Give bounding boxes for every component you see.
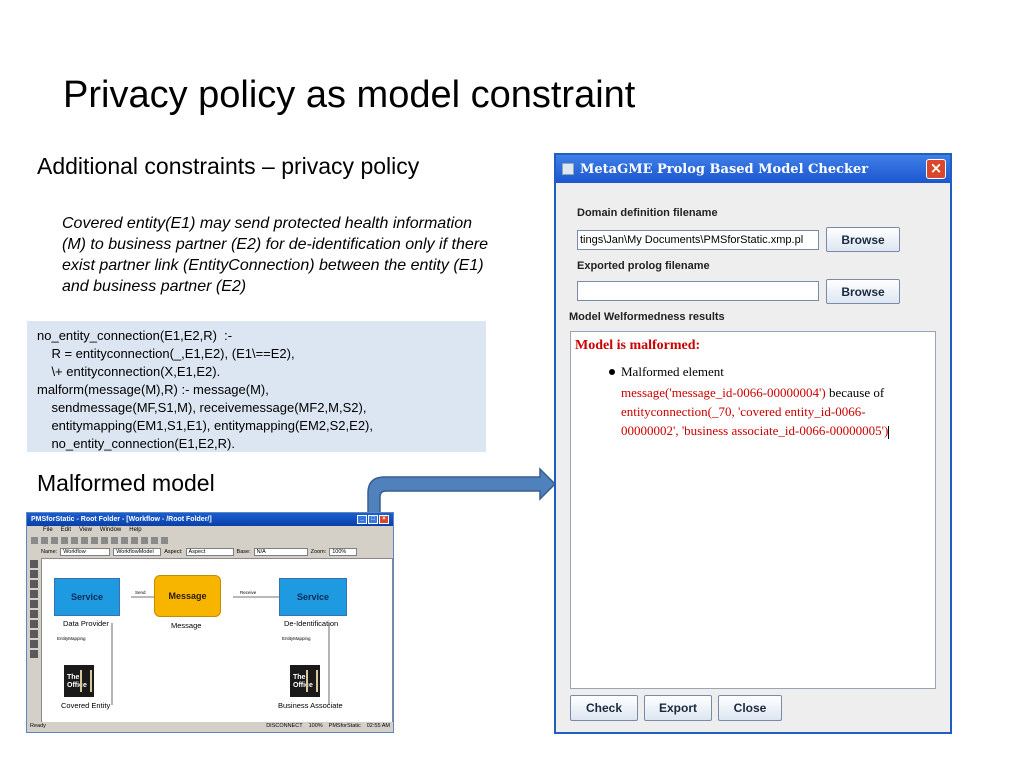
domain-label: Domain definition filename xyxy=(577,207,718,219)
toolbar-check-icon[interactable] xyxy=(31,537,38,544)
check-button[interactable]: Check xyxy=(570,695,638,721)
service-label: Service xyxy=(296,592,330,602)
message-node[interactable] xyxy=(154,575,221,617)
status-time: 02:55 AM xyxy=(366,723,390,729)
menu-file[interactable]: File xyxy=(43,527,53,533)
name-label: Name: xyxy=(41,548,58,555)
disconnect-tool-icon[interactable] xyxy=(30,580,38,588)
pointer-tool-icon[interactable] xyxy=(30,560,38,568)
menu-edit[interactable]: Edit xyxy=(60,527,72,533)
name-field[interactable]: Workflow xyxy=(60,548,110,556)
aspect-label: Aspect: xyxy=(164,548,183,555)
code-line: \+ entityconnection(X,E1,E2). xyxy=(37,364,221,379)
office-text: The Office xyxy=(293,674,313,689)
toolbar-view-icon[interactable] xyxy=(141,537,148,544)
data-provider-caption: Data Provider xyxy=(63,619,109,628)
people-icon xyxy=(306,670,318,692)
refresh-tool-icon[interactable] xyxy=(30,630,38,638)
results-label: Model Welformedness results xyxy=(569,311,725,323)
bullet-malformed-model: Malformed model xyxy=(37,470,215,496)
toolbar-help-icon[interactable] xyxy=(161,537,168,544)
zoom-label: Zoom: xyxy=(310,548,327,555)
service-data-provider[interactable] xyxy=(54,578,120,616)
toolbar-print-icon[interactable] xyxy=(121,537,128,544)
export-button[interactable]: Export xyxy=(644,695,712,721)
pms-window-title: PMSforStatic - Root Folder - [Workflow - /Root Folder/] xyxy=(31,516,212,523)
base-label: Base: xyxy=(236,548,251,555)
message-caption: Message xyxy=(171,621,202,630)
bullet-additional-constraints: Additional constraints – privacy policy xyxy=(37,153,420,179)
people-icon xyxy=(80,670,92,692)
code-line: malform(message(M),R) :- message(M), xyxy=(37,382,269,397)
status-app: PMSforStatic xyxy=(328,723,361,729)
malformed-element-id: message('message_id-0066-00000004') xyxy=(621,385,826,400)
app-icon xyxy=(562,163,574,175)
toolbar-delete-icon[interactable] xyxy=(71,537,78,544)
toolbar-grid-icon[interactable] xyxy=(101,537,108,544)
entity-mapping-label: EntityMapping xyxy=(57,636,86,641)
toolbar-copy-icon[interactable] xyxy=(51,537,58,544)
menu-window[interactable]: Window xyxy=(99,527,122,533)
status-ready: Ready xyxy=(30,723,46,729)
status-disconnect: DISCONNECT xyxy=(266,723,303,729)
menu-view[interactable]: View xyxy=(79,527,92,533)
result-item xyxy=(609,364,724,380)
covered-entity-node[interactable] xyxy=(64,665,94,697)
zoom-tool-icon[interactable] xyxy=(30,600,38,608)
code-line: no_entity_connection(E1,E2,R) :- xyxy=(37,328,233,343)
code-line: sendmessage(MF,S1,M), receivemessage(MF2,M,S2), xyxy=(37,400,367,415)
pms-titlebar xyxy=(27,513,393,526)
home-tool-icon[interactable] xyxy=(30,620,38,628)
service-de-identification[interactable] xyxy=(279,578,347,616)
close-icon[interactable]: × xyxy=(926,159,946,179)
connect-tool-icon[interactable] xyxy=(30,570,38,578)
base-field: N/A xyxy=(254,548,308,556)
result-item-label: Malformed element xyxy=(621,364,724,379)
pms-propbar xyxy=(27,546,393,557)
kind-field: WorkflowModel xyxy=(113,548,161,556)
service-label: Service xyxy=(70,592,104,602)
pms-model-canvas[interactable] xyxy=(41,558,393,724)
pms-statusbar xyxy=(27,722,393,732)
send-label: Send xyxy=(135,590,146,595)
checker-title: MetaGME Prolog Based Model Checker xyxy=(580,161,869,177)
de-identification-caption: De-Identification xyxy=(284,619,339,628)
cut-tool-icon[interactable] xyxy=(30,650,38,658)
prolog-code-box xyxy=(27,321,486,452)
code-line: R = entityconnection(_,E1,E2), (E1\==E2), xyxy=(37,346,295,361)
code-line: entitymapping(EM1,S1,E1), entitymapping(EM2,S2,E2), xyxy=(37,418,373,433)
set-tool-icon[interactable] xyxy=(30,590,38,598)
code-line: no_entity_connection(E1,E2,R). xyxy=(37,436,236,451)
close-button[interactable]: Close xyxy=(718,695,782,721)
close-icon[interactable]: × xyxy=(379,515,389,524)
business-associate-caption: Business Associate xyxy=(278,701,343,710)
browse-domain-button[interactable]: Browse xyxy=(826,227,900,252)
message-label: Message xyxy=(168,591,207,601)
business-associate-node[interactable] xyxy=(290,665,320,697)
pms-tool-palette xyxy=(27,558,40,723)
export-filename-field[interactable] xyxy=(577,281,819,301)
visualize-tool-icon[interactable] xyxy=(30,610,38,618)
checker-titlebar xyxy=(556,155,950,183)
slide-title: Privacy policy as model constraint xyxy=(63,74,636,116)
missing-connection-text: entityconnection(_70, 'covered entity_id-0066-00000002', 'business associate_id-0066-00000005') xyxy=(621,404,889,438)
maximize-icon[interactable]: □ xyxy=(368,515,378,524)
pms-menubar xyxy=(27,526,393,536)
toolbar-layout-icon[interactable] xyxy=(151,537,158,544)
toolbar-validate-icon[interactable] xyxy=(111,537,118,544)
delete-tool-icon[interactable] xyxy=(30,640,38,648)
menu-help[interactable]: Help xyxy=(129,527,142,533)
pms-toolbar xyxy=(27,536,393,546)
domain-filename-field[interactable]: tings\Jan\My Documents\PMSforStatic.xmp.pl xyxy=(577,230,819,250)
minimize-icon[interactable]: _ xyxy=(357,515,367,524)
receive-label: Receive xyxy=(240,590,257,595)
zoom-select[interactable]: 100% xyxy=(329,548,357,556)
entity-mapping-label: EntityMapping xyxy=(282,636,311,641)
toolbar-find-icon[interactable] xyxy=(131,537,138,544)
results-panel[interactable] xyxy=(570,331,936,689)
browse-export-button[interactable]: Browse xyxy=(826,279,900,304)
because-of-text: because of xyxy=(825,385,885,400)
text-caret xyxy=(888,426,889,439)
result-title: Model is malformed: xyxy=(575,338,701,353)
pms-model-window xyxy=(26,512,394,733)
bullet-privacy-rule: Covered entity(E1) may send protected health information (M) to business partner (E2) for de-identification only if there exist partner link (EntityConnection) between the entity (E1) and business partner (E2) xyxy=(62,215,488,295)
bullet-icon xyxy=(609,369,615,375)
toolbar-undo-icon[interactable] xyxy=(81,537,88,544)
status-zoom: 100% xyxy=(308,723,323,729)
covered-entity-caption: Covered Entity xyxy=(61,701,111,710)
export-label: Exported prolog filename xyxy=(577,260,710,272)
office-text: The Office xyxy=(67,674,87,689)
result-detail xyxy=(621,383,921,440)
toolbar-paste-icon[interactable] xyxy=(61,537,68,544)
toolbar-save-icon[interactable] xyxy=(41,537,48,544)
toolbar-redo-icon[interactable] xyxy=(91,537,98,544)
aspect-select[interactable]: Aspect xyxy=(186,548,234,556)
model-checker-window xyxy=(554,153,952,734)
